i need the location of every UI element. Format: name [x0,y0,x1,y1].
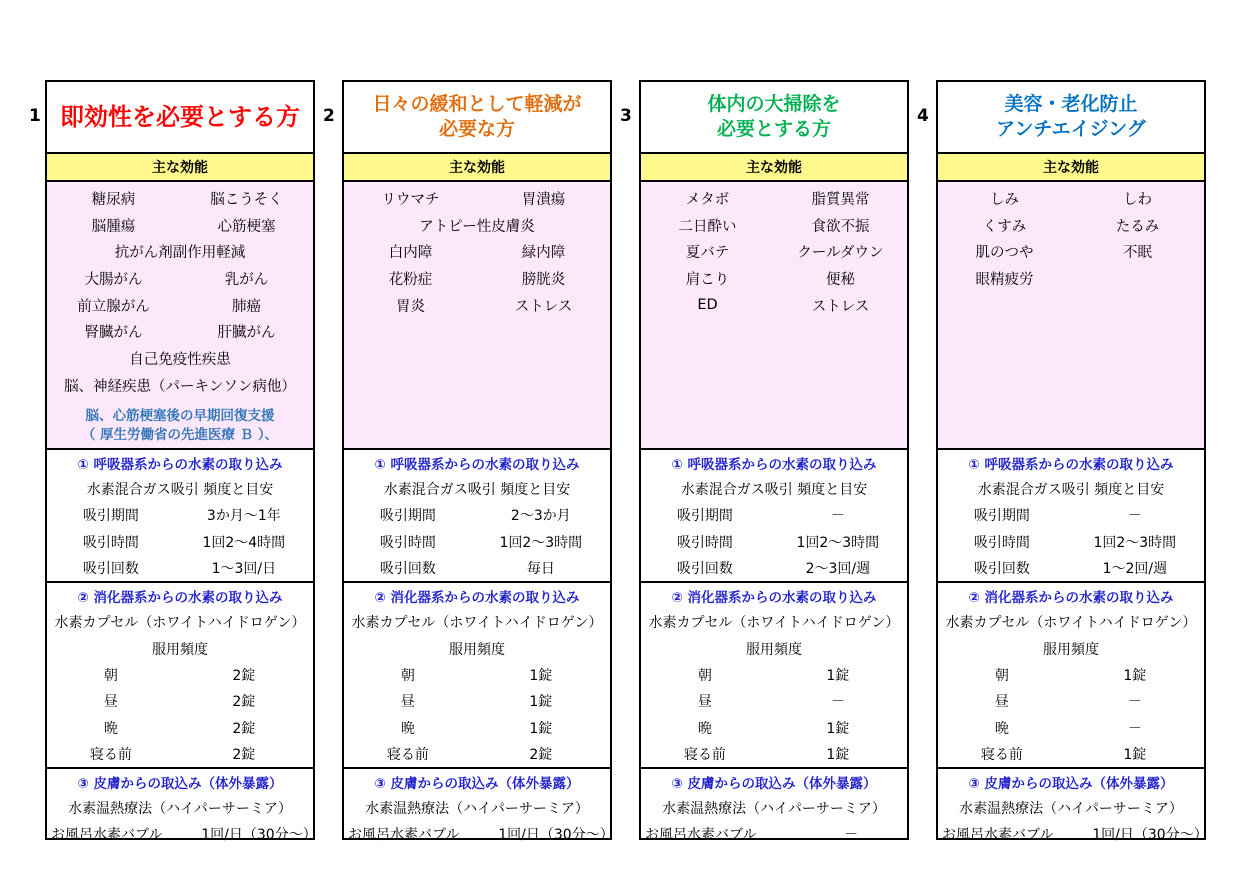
section-subtitle: 水素混合ガス吸引 頻度と目安 [86,482,274,499]
section-title: ① 呼吸器系からの水素の取り込み [671,457,877,473]
effect-item: 二日酔い [678,218,737,235]
row-value: 1回2～3時間 [499,534,583,551]
row-value: 3か月～1年 [206,508,281,525]
inhalation-row [641,529,907,555]
dosage-row [938,662,1204,688]
effect-item: しわ [1123,191,1152,208]
dosage-row [47,714,313,740]
effect-item: 抗がん剤副作用軽減 [114,245,246,262]
card-title-line: 体内の大掃除を [707,93,841,115]
effect-row [641,238,907,265]
effect-row [47,265,313,292]
effect-item: 食欲不振 [811,218,870,235]
row-label: 吸引時間 [379,534,436,551]
row-value: 2～3回/週 [805,561,871,578]
effect-row [641,292,907,319]
row-value: 2錠 [232,746,256,763]
effect-item: 胃炎 [396,298,425,315]
card-title-line: 即効性を必要とする方 [60,102,300,131]
row-label: 朝 [697,667,712,684]
row-value: 1～2回/週 [1102,561,1168,578]
section-title: ② 消化器系からの水素の取り込み [968,590,1174,607]
row-value: 1回/日（30分～） [1092,827,1208,844]
effect-item: くすみ [982,218,1027,235]
respiratory-section [344,450,610,583]
row-value: 2錠 [232,720,256,737]
card-title [938,82,1204,154]
skin-section [344,769,614,848]
row-label: 朝 [400,667,415,684]
row-value: 1回2～3時間 [796,534,880,551]
effect-row [938,185,1204,212]
card-title-line: アンチエイジング [996,118,1146,140]
card-number: 4 [917,106,929,126]
digestive-section [47,583,313,769]
effect-row [938,212,1204,239]
section-subtitle: 水素混合ガス吸引 頻度と目安 [680,482,868,499]
effect-item: 腎臓がん [84,325,143,342]
effects-list [938,182,1204,450]
effects-header: 主な効能 [47,154,313,182]
dosage-row [641,714,907,740]
row-value: 1回2～4時間 [202,534,286,551]
section-title: ① 呼吸器系からの水素の取り込み [77,457,283,473]
section-subtitle: 水素温熱療法（ハイパーサーミア） [68,801,292,818]
dosage-row [344,741,610,767]
dosage-row [938,688,1204,714]
row-value: － [1127,720,1142,737]
dosage-row [641,741,907,767]
row-label: 吸引期間 [973,508,1030,525]
card-title [344,82,610,154]
row-label: お風呂水素バブル [645,827,757,844]
row-label: 昼 [697,694,712,711]
note-line: （ 厚生労働省の先進医療 Ｂ ）、 [81,426,279,443]
inhalation-row [938,502,1204,528]
section-subtitle: 水素混合ガス吸引 頻度と目安 [383,482,571,499]
row-value: 1～3回/日 [211,561,277,578]
row-label: 吸引回数 [379,561,436,578]
row-label: 朝 [103,667,118,684]
section-title: ③ 皮膚からの取込み（体外暴露） [671,775,877,792]
dosage-row [344,688,610,714]
row-value: － [830,508,845,525]
effect-item: 眼精疲労 [975,271,1034,288]
inhalation-row [47,555,313,581]
effect-item: 夏バテ [685,245,730,262]
inhalation-row [938,529,1204,555]
row-value: 1回/日（30分～） [498,827,614,844]
row-label: 吸引時間 [676,534,733,551]
row-label: 吸引回数 [973,561,1030,578]
row-value: 1回/日（30分～） [201,827,317,844]
card-title-line: 美容・老化防止 [1004,93,1138,115]
effects-header: 主な効能 [938,154,1204,182]
row-value: 2～3か月 [510,508,571,525]
row-value: 2錠 [529,746,553,763]
row-label: 寝る前 [683,746,726,763]
effect-item: 白内障 [388,245,433,262]
card-title [641,82,907,154]
effects-list [344,182,610,450]
respiratory-section [938,450,1204,583]
dosage-row [47,741,313,767]
row-value: 1錠 [1123,667,1147,684]
row-label: 寝る前 [386,746,429,763]
effect-item: 緑内障 [521,245,566,262]
inhalation-row [344,529,610,555]
dosage-row [938,741,1204,767]
effect-item: 膀胱炎 [521,271,566,288]
effects-header: 主な効能 [344,154,610,182]
bath-row [641,821,907,847]
effect-row [641,212,907,239]
dosage-row [47,688,313,714]
inhalation-row [47,529,313,555]
row-label: 吸引回数 [82,561,139,578]
row-label: お風呂水素バブル [348,827,460,844]
row-label: お風呂水素バブル [942,827,1054,844]
effect-item: 肌のつや [975,245,1034,262]
row-label: 昼 [994,694,1009,711]
effects-list [641,182,907,450]
card-title [47,82,313,154]
plan-card [342,80,614,844]
row-label: 昼 [103,694,118,711]
dosage-frequency-label: 服用頻度 [746,641,802,658]
row-value: 毎日 [526,561,555,578]
row-value: 1錠 [529,667,553,684]
inhalation-row [344,502,610,528]
row-label: 晩 [400,720,415,737]
row-value: 1錠 [826,667,850,684]
effect-item: 脳、神経疾患（パーキンソン病他） [64,378,296,395]
effect-item: 糖尿病 [91,191,136,208]
effect-row [344,238,610,265]
section-title: ① 呼吸器系からの水素の取り込み [968,457,1174,473]
effect-item: クールダウン [797,245,884,262]
row-label: 晩 [103,720,118,737]
row-value: － [830,694,845,711]
section-title: ② 消化器系からの水素の取り込み [374,590,580,607]
dosage-row [938,714,1204,740]
effect-row [344,265,610,292]
inhalation-row [47,502,313,528]
row-value: 1錠 [826,720,850,737]
card-title-line: 日々の緩和として軽減が [372,93,582,115]
effects-list [47,182,313,450]
row-label: 朝 [994,667,1009,684]
effect-item: 肝臓がん [217,325,276,342]
effect-item: ED [697,297,718,314]
row-label: 吸引期間 [379,508,436,525]
effect-item: 肺癌 [232,298,261,315]
card-number: 1 [29,106,41,126]
respiratory-section [47,450,313,583]
dosage-row [344,662,610,688]
section-title: ③ 皮膚からの取込み（体外暴露） [968,775,1174,792]
row-label: 寝る前 [89,746,132,763]
effect-item: しみ [990,191,1019,208]
card-number: 2 [323,106,335,126]
effect-item: 乳がん [224,271,269,288]
row-value: 1錠 [529,694,553,711]
dosage-row [344,714,610,740]
row-value: 2錠 [232,694,256,711]
row-value: 1錠 [529,720,553,737]
skin-section [641,769,907,848]
row-value: － [844,827,859,844]
row-value: 1錠 [1123,746,1147,763]
effect-item: 花粉症 [388,271,433,288]
note-line: 脳、心筋梗塞後の早期回復支援 [85,407,275,424]
card-title-line: 必要とする方 [716,118,831,140]
effect-item: 前立腺がん [77,298,150,315]
section-subtitle: 水素温熱療法（ハイパーサーミア） [365,801,589,818]
effect-row [641,185,907,212]
card-number: 3 [620,106,632,126]
effect-item: 脳腫瘍 [91,218,136,235]
effect-item: メタボ [685,191,730,208]
effect-row [47,185,313,212]
row-label: 吸引時間 [973,534,1030,551]
effect-row [938,265,1204,292]
skin-section [47,769,317,848]
respiratory-section [641,450,907,583]
dosage-row [641,688,907,714]
effect-row [47,212,313,239]
dosage-row [47,662,313,688]
effect-item: リウマチ [381,191,440,208]
effect-item: ストレス [811,298,870,315]
row-value: 1回2～3時間 [1093,534,1177,551]
effect-item: アトピー性皮膚炎 [419,218,535,235]
section-title: ② 消化器系からの水素の取り込み [671,590,877,607]
effect-item: たるみ [1115,218,1160,235]
row-label: 晩 [994,720,1009,737]
section-subtitle: 水素混合ガス吸引 頻度と目安 [977,482,1165,499]
row-label: 昼 [400,694,415,711]
row-label: 吸引時間 [82,534,139,551]
row-label: 吸引期間 [676,508,733,525]
row-value: 1錠 [826,746,850,763]
bath-row [344,821,614,847]
row-label: 吸引回数 [676,561,733,578]
section-subtitle: 水素カプセル（ホワイトハイドロゲン） [648,615,900,632]
effect-row [641,265,907,292]
plan-card [639,80,909,844]
section-subtitle: 水素温熱療法（ハイパーサーミア） [959,801,1183,818]
plan-card [936,80,1208,844]
row-label: 寝る前 [980,746,1023,763]
dosage-frequency-label: 服用頻度 [1043,641,1099,658]
digestive-section [938,583,1204,769]
dosage-frequency-label: 服用頻度 [449,641,505,658]
row-value: － [1127,508,1142,525]
effect-row [47,318,313,345]
section-subtitle: 水素カプセル（ホワイトハイドロゲン） [54,615,306,632]
advanced-medical-note [47,407,313,445]
card-title-line: 必要な方 [438,118,515,140]
effect-item: ストレス [514,298,573,315]
effect-item: 脳こうそく [210,191,283,208]
section-subtitle: 水素カプセル（ホワイトハイドロゲン） [945,615,1197,632]
dosage-frequency-label: 服用頻度 [152,641,208,658]
row-value: 2錠 [232,667,256,684]
inhalation-row [938,555,1204,581]
row-label: 吸引期間 [82,508,139,525]
effect-row [938,238,1204,265]
section-title: ③ 皮膚からの取込み（体外暴露） [374,775,580,792]
digestive-section [344,583,610,769]
row-label: 晩 [697,720,712,737]
inhalation-row [641,502,907,528]
digestive-section [641,583,907,769]
section-title: ① 呼吸器系からの水素の取り込み [374,457,580,473]
section-subtitle: 水素温熱療法（ハイパーサーミア） [662,801,886,818]
dosage-row [641,662,907,688]
effect-item: 便秘 [826,271,855,288]
section-title: ③ 皮膚からの取込み（体外暴露） [77,775,283,792]
effect-item: 不眠 [1123,245,1152,262]
bath-row [47,821,317,847]
effects-header: 主な効能 [641,154,907,182]
skin-section [938,769,1208,848]
effect-item: 自己免疫性疾患 [129,351,231,368]
effect-item: 大腸がん [84,271,143,288]
section-title: ② 消化器系からの水素の取り込み [77,590,283,607]
plan-card [45,80,317,844]
effect-row [344,292,610,319]
effect-row [344,185,610,212]
row-value: － [1127,694,1142,711]
row-label: お風呂水素バブル [51,827,163,844]
effect-item: 脂質異常 [811,191,870,208]
inhalation-row [344,555,610,581]
section-subtitle: 水素カプセル（ホワイトハイドロゲン） [351,615,603,632]
inhalation-row [641,555,907,581]
effect-row [47,292,313,319]
effect-item: 心筋梗塞 [217,218,276,235]
effect-item: 肩こり [685,271,730,288]
effect-item: 胃潰瘍 [521,191,566,208]
bath-row [938,821,1208,847]
